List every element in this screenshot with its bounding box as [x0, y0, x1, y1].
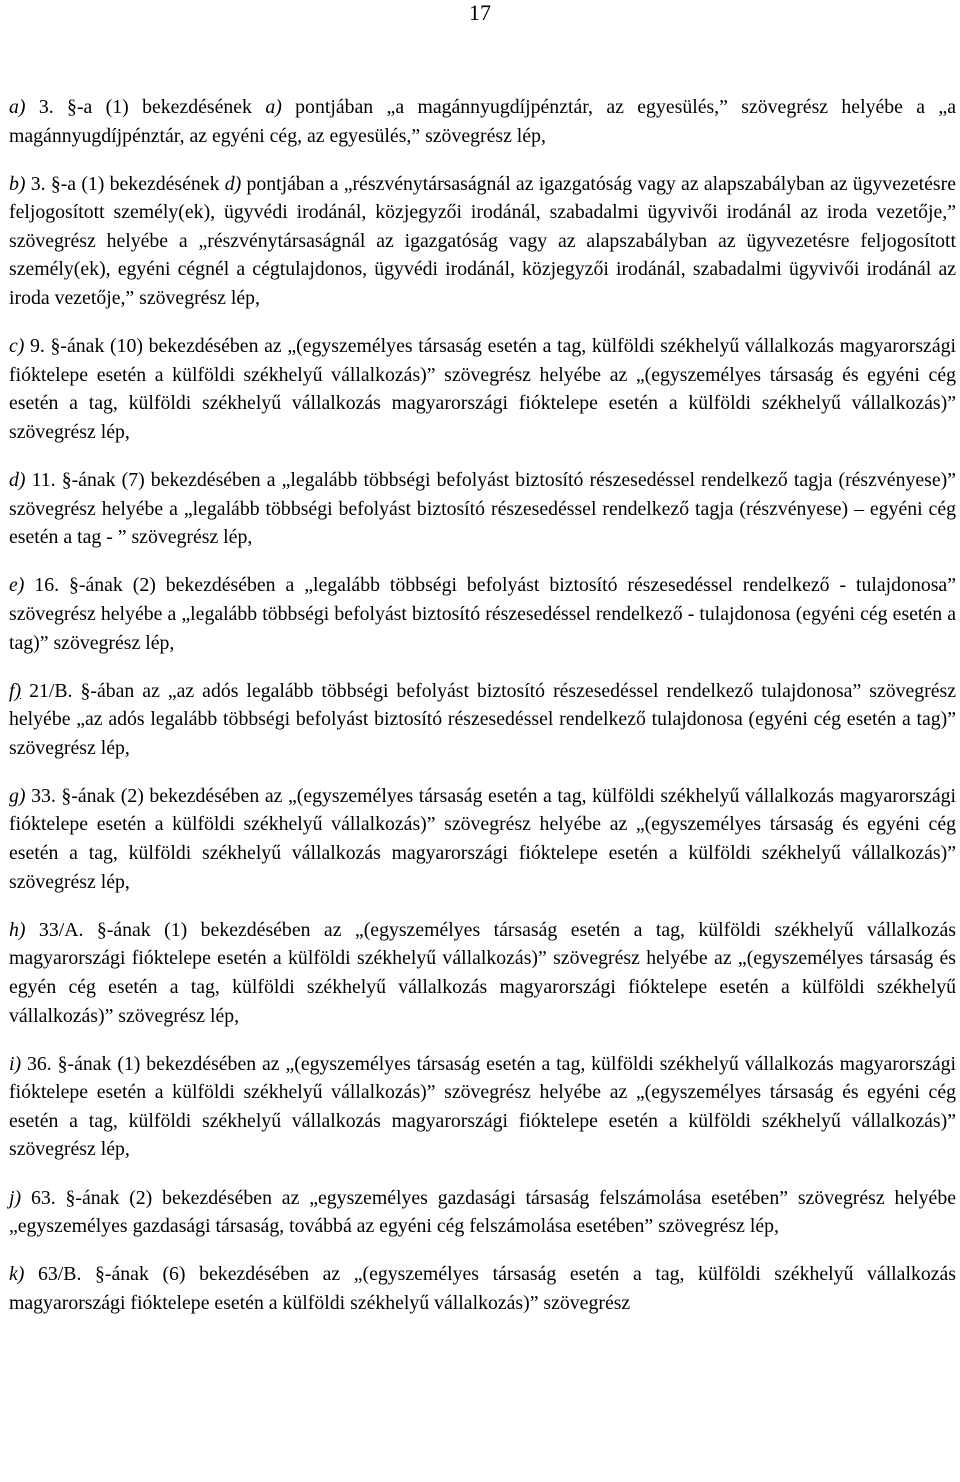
paragraph-marker: c)	[9, 335, 25, 358]
paragraph-h	[9, 916, 956, 1030]
paragraph-marker: g)	[9, 784, 26, 807]
paragraph-d	[9, 466, 956, 552]
paragraph-marker: k)	[9, 1263, 25, 1286]
paragraph-marker: d)	[9, 469, 26, 492]
paragraph-marker: f)	[9, 679, 22, 702]
paragraph-f	[9, 677, 956, 763]
paragraph-b	[9, 170, 956, 313]
paragraph-text: 33. §-ának (2) bekezdésében az „(egyszemélyes társaság esetén a tag, külföldi székhelyű vállalkozás magyarországi fióktelepe esetén a külföldi székhelyű vállalkozás)” szövegrész helyébe az „(egyszemélyes társaság és egyéni cég esetén a tag, külföldi székhelyű vállalkozás magyarországi fióktelepe esetén a külföldi székhelyű vállalkozás)” szövegrész lép,	[9, 784, 956, 893]
paragraph-a	[9, 93, 956, 150]
page-number: 17	[469, 0, 491, 25]
paragraph-text: 63. §-ának (2) bekezdésében az „egyszemélyes gazdasági társaság felszámolása esetében” szövegrész helyébe „egyszemélyes gazdasági társaság, továbbá az egyéni cég felszámolása esetében” szövegrész lép,	[9, 1186, 956, 1238]
paragraph-i	[9, 1050, 956, 1164]
paragraph-g	[9, 782, 956, 896]
paragraph-text: 36. §-ának (1) bekezdésében az „(egyszemélyes társaság esetén a tag, külföldi székhelyű vállalkozás magyarországi fióktelepe esetén a külföldi székhelyű vállalkozás)” szövegrész helyébe az „(egyszemélyes társaság és egyéni cég esetén a tag, külföldi székhelyű vállalkozás magyarországi fióktelepe esetén a külföldi székhelyű vállalkozás)” szövegrész lép,	[9, 1052, 956, 1161]
paragraph-text: pontjában „a magánnyugdíjpénztár, az egyesülés,” szövegrész helyébe a „a magánnyugdíjpénztár, az egyéni cég, az egyesülés,” szövegrész lép,	[9, 96, 956, 147]
paragraph-marker: a)	[9, 96, 26, 118]
paragraph-text: pontjában a „részvénytársaságnál az igazgatóság vagy az alapszabályban az ügyvezetésre feljogosított személy(ek), ügyvédi irodánál, közjegyzői irodánál, szabadalmi ügyvivői irodánál az iroda vezetője,” szövegrész helyébe a „részvénytársaságnál az igazgatóság vagy az alapszabályban az ügyvezetésre feljogosított személy(ek), egyéni cégnél a cégtulajdonos, ügyvédi irodánál, közjegyzői irodánál, szabadalmi ügyvivői irodánál az iroda vezetője,” szövegrész lép,	[9, 172, 956, 310]
paragraph-marker: j)	[9, 1186, 22, 1209]
paragraph-text: 33/A. §-ának (1) bekezdésében az „(egyszemélyes társaság esetén a tag, külföldi székhelyű vállalkozás magyarországi fióktelepe esetén a külföldi székhelyű vállalkozás)” szövegrész helyébe az „(egyszemélyes társaság és egyén cég esetén a tag, külföldi székhelyű vállalkozás magyarországi fióktelepe esetén a külföldi székhelyű vállalkozás)” szövegrész lép,	[9, 918, 956, 1027]
paragraph-text: 63/B. §-ának (6) bekezdésében az „(egyszemélyes társaság esetén a tag, külföldi székhelyű vállalkozás magyarországi fióktelepe esetén a külföldi székhelyű vállalkozás)” szövegrész	[9, 1263, 956, 1314]
paragraph-marker: e)	[9, 574, 25, 597]
paragraph-marker: b)	[9, 172, 26, 195]
paragraph-marker: h)	[9, 918, 26, 941]
paragraph-k	[9, 1260, 956, 1317]
italic-reference: a)	[265, 96, 282, 118]
paragraph-j	[9, 1184, 956, 1241]
italic-reference: d)	[224, 172, 242, 195]
paragraph-text: 3. §-a (1) bekezdésének	[25, 96, 266, 118]
paragraph-text: 3. §-a (1) bekezdésének	[25, 172, 225, 195]
paragraph-text: 16. §-ának (2) bekezdésében a „legalább többségi befolyást biztosító részesedéssel rendelkező - tulajdonosa” szövegrész helyébe a „legalább többségi befolyást biztosító részesedéssel rendelkező - tulajdonosa (egyéni cég esetén a tag)” szövegrész lép,	[9, 574, 956, 654]
paragraph-text: 11. §-ának (7) bekezdésében a „legalább többségi befolyást biztosító részesedéssel rendelkező tagja (részvényese)” szövegrész helyébe a „legalább többségi befolyást biztosító részesedéssel rendelkező tagja (részvényese) – egyéni cég esetén a tag - ” szövegrész lép,	[9, 469, 956, 549]
document-body	[9, 93, 956, 1337]
paragraph-text: 9. §-ának (10) bekezdésében az „(egyszemélyes társaság esetén a tag, külföldi székhelyű vállalkozás magyarországi fióktelepe esetén a külföldi székhelyű vállalkozás)” szövegrész helyébe az „(egyszemélyes társaság és egyéni cég esetén a tag, külföldi székhelyű vállalkozás magyarországi fióktelepe esetén a külföldi székhelyű vállalkozás)” szövegrész lép,	[9, 335, 956, 443]
paragraph-marker: i)	[9, 1052, 22, 1075]
paragraph-text: 21/B. §-ában az „az adós legalább többségi befolyást biztosító részesedéssel rendelkező tulajdonosa” szövegrész helyébe „az adós legalább többségi befolyást biztosító részesedéssel rendelkező tulajdonosa (egyéni cég esetén a tag)” szövegrész lép,	[9, 679, 956, 759]
paragraph-e	[9, 571, 956, 657]
paragraph-c	[9, 332, 956, 446]
